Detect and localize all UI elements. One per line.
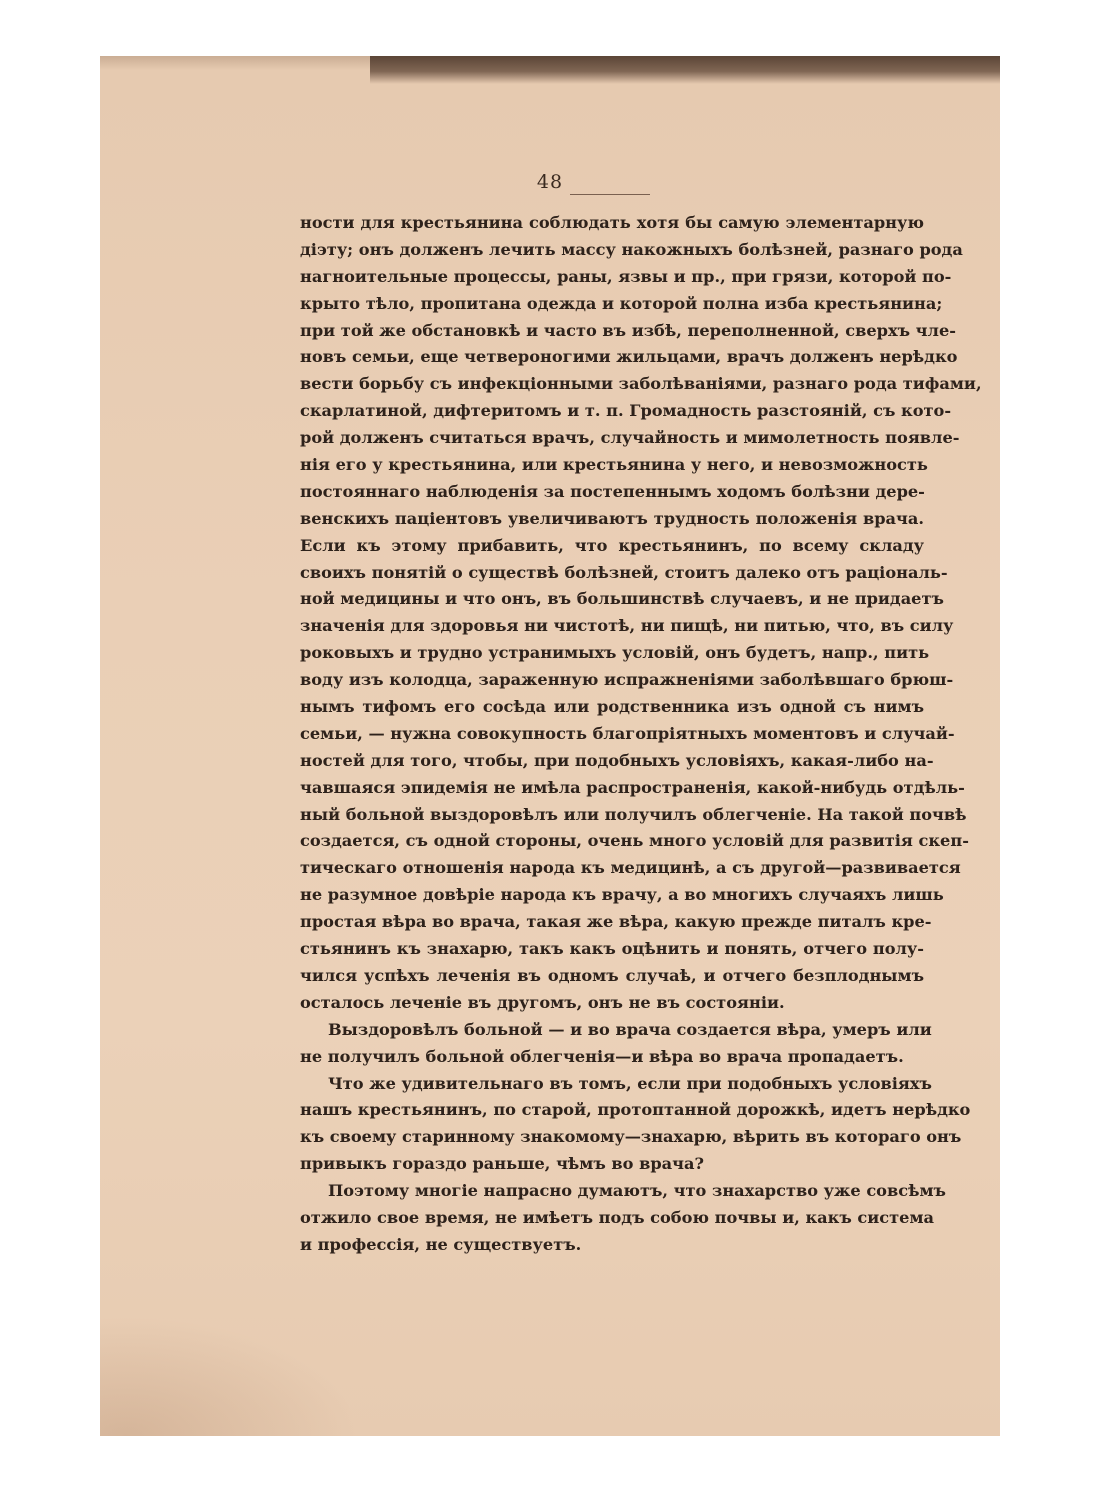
- text-line: нашъ крестьянинъ, по старой, протоптанной дорожкѣ, идетъ нерѣдко: [300, 1100, 971, 1120]
- text-line: Поэтому многіе напрасно думаютъ, что знахарство уже совсѣмъ: [328, 1181, 946, 1201]
- paragraph: [300, 210, 982, 1017]
- text-line: постояннаго наблюденія за постепеннымъ ходомъ болѣзни дере-: [300, 481, 925, 501]
- text-line: осталось леченіе въ другомъ, онъ не въ состояніи.: [300, 992, 785, 1012]
- text-line: отжило свое время, не имѣетъ подъ собою почвы и, какъ система: [300, 1207, 934, 1227]
- text-line: къ своему старинному знакомому—знахарю, вѣрить въ котораго онъ: [300, 1127, 962, 1147]
- text-line: ности для крестьянина соблюдать хотя бы самую элементарную: [300, 213, 924, 232]
- text-line: и профессія, не существуетъ.: [300, 1234, 582, 1254]
- text-line: вести борьбу съ инфекціонными заболѣваніями, разнаго рода тифами,: [300, 374, 982, 394]
- text-line: роковыхъ и трудно устранимыхъ условій, онъ будетъ, напр., пить: [300, 643, 930, 663]
- text-line: создается, съ одной стороны, очень много условій для развитія скеп-: [300, 831, 969, 851]
- text-line: простая вѣра во врача, такая же вѣра, какую прежде питалъ кре-: [300, 912, 932, 932]
- text-line: скарлатиной, дифтеритомъ и т. п. Громадность разстояній, съ кото-: [300, 401, 952, 421]
- text-line: воду изъ колодца, зараженную испражненіями заболѣвшаго брюш-: [300, 670, 954, 690]
- text-line: Что же удивительнаго въ томъ, если при подобныхъ условіяхъ: [328, 1073, 932, 1093]
- paragraph: [300, 1178, 946, 1259]
- text-line: рой долженъ считаться врачъ, случайность и мимолетность появле-: [300, 428, 960, 448]
- text-line: значенія для здоровья ни чистотѣ, ни пищѣ, ни питью, что, въ силу: [300, 616, 954, 636]
- page-number: 48: [536, 171, 564, 193]
- page-number-underline: [570, 194, 650, 195]
- text-line: Выздоровѣлъ больной — и во врача создается вѣра, умеръ или: [328, 1019, 932, 1039]
- text-line: крыто тѣло, пропитана одежда и которой полна изба крестьянина;: [300, 293, 943, 313]
- text-line: Если къ этому прибавить, что крестьянинъ, по всему складу: [300, 535, 924, 555]
- text-line: при той же обстановкѣ и часто въ избѣ, переполненной, сверхъ чле-: [300, 320, 956, 340]
- body-text: [300, 210, 982, 1259]
- text-line: нымъ тифомъ его сосѣда или родственника изъ одной съ нимъ: [300, 697, 924, 717]
- binding-edge: [100, 56, 370, 70]
- text-line: ностей для того, чтобы, при подобныхъ условіяхъ, какая-либо на-: [300, 750, 934, 770]
- text-line: діэту; онъ долженъ лечить массу накожныхъ болѣзней, разнаго рода: [300, 239, 963, 259]
- text-line: ный больной выздоровѣлъ или получилъ облегченіе. На такой почвѣ: [300, 804, 967, 824]
- text-line: не разумное довѣріе народа къ врачу, а во многихъ случаяхъ лишь: [300, 885, 944, 905]
- text-line: новъ семьи, еще четвероногими жильцами, врачъ долженъ нерѣдко: [300, 347, 958, 367]
- text-line: тическаго отношенія народа къ медицинѣ, а съ другой—развивается: [300, 858, 961, 878]
- text-line: чился успѣхъ леченія въ одномъ случаѣ, и отчего безплоднымъ: [300, 965, 924, 985]
- paragraph: [300, 1017, 932, 1071]
- paragraph: [300, 1071, 971, 1179]
- text-line: не получилъ больной облегченія—и вѣра во врача пропадаетъ.: [300, 1046, 904, 1066]
- text-line: стьянинъ къ знахарю, такъ какъ оцѣнить и понять, отчего полу-: [300, 939, 924, 959]
- text-line: ной медицины и что онъ, въ большинствѣ случаевъ, и не придаетъ: [300, 589, 944, 609]
- text-line: нагноительные процессы, раны, язвы и пр., при грязи, которой по-: [300, 266, 952, 286]
- text-line: венскихъ паціентовъ увеличиваютъ трудность положенія врача.: [300, 508, 924, 528]
- binding-shadow: [370, 56, 1000, 84]
- text-line: привыкъ гораздо раньше, чѣмъ во врача?: [300, 1154, 704, 1174]
- text-line: чавшаяся эпидемія не имѣла распространенія, какой-нибудь отдѣль-: [300, 777, 965, 797]
- text-line: нія его у крестьянина, или крестьянина у него, и невозможность: [300, 455, 928, 475]
- text-line: семьи, — нужна совокупность благопріятныхъ моментовъ и случай-: [300, 723, 955, 743]
- page-stain: [100, 1316, 360, 1436]
- text-line: своихъ понятій о существѣ болѣзней, стоитъ далеко отъ раціональ-: [300, 562, 948, 582]
